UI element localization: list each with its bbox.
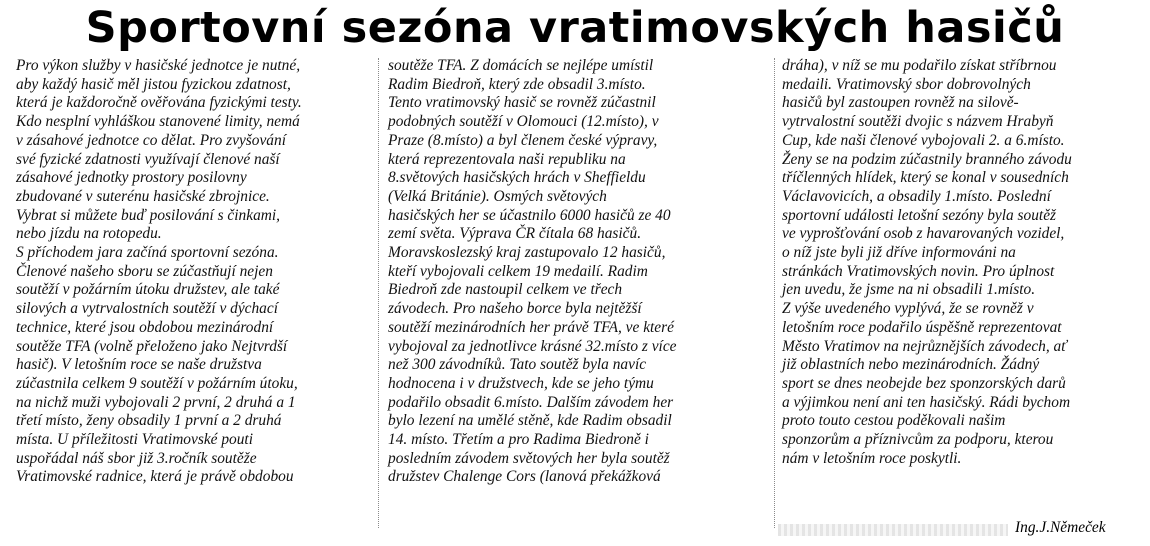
article-line: zbudované v suterénu hasičské zbrojnice.	[16, 187, 270, 205]
article-line: družstev Chalenge Cors (lanová překážková	[388, 468, 661, 486]
article-line: soutěží v požárním útoku družstev, ale také	[16, 281, 280, 299]
article-line: podařilo obsadit 6.místo. Dalším závodem her	[388, 393, 674, 411]
article-line: sport se dnes neobejde bez sponzorských darů	[782, 374, 1066, 392]
article-line: hasičů byl zastoupen rovněž na silově-	[782, 94, 1019, 112]
article-line: zásahové jednotky prostory posilovny	[16, 169, 247, 187]
article-line: a výjimkou není ani ten hasičský. Rádi bychom	[782, 393, 1071, 411]
article-line: Václavovicích, a obsadily 1.místo. Poslední	[782, 187, 1051, 205]
article-line: (Velká Británie). Osmých světových	[388, 187, 607, 205]
article-line: Ženy se na podzim zúčastnily branného závodu	[782, 150, 1072, 168]
article-line: již oblastních nebo mezinárodních. Žádný	[782, 356, 1040, 374]
article-line: v zásahové jednotce co dělat. Pro zvyšování	[16, 131, 286, 149]
article-title: Sportovní sezóna vratimovských hasičů	[85, 3, 1065, 53]
article-line: bylo lezení na umělé stěně, kde Radim obsadil	[388, 412, 672, 430]
article-line: 14. místo. Třetím a pro Radima Biedroně i	[388, 431, 649, 449]
article-line: závodech. Pro našeho borce byla nejtěžší	[388, 300, 642, 318]
article-line: zúčastnila celkem 9 soutěží v požárním útoku,	[16, 374, 298, 392]
article-line: Radim Biedroň, který zde obsadil 3.místo.	[388, 75, 646, 93]
article-line: Členové našeho sboru se zúčastňují nejen	[16, 262, 273, 280]
article-line: medaili. Vratimovský sbor dobrovolných	[782, 75, 1031, 93]
article-line: Pro výkon služby v hasičské jednotce je nutné,	[16, 57, 301, 74]
article-line: S příchodem jara začíná sportovní sezóna.	[16, 244, 279, 262]
article-line: Praze (8.místo) a byl členem české výpravy,	[388, 131, 658, 149]
article-line: uspořádal náš sbor již 3.ročník soutěže	[16, 449, 257, 467]
article-line: hodnocena i v družstvech, kde se jeho týmu	[388, 374, 654, 392]
article-line: technice, které jsou obdobou mezinárodní	[16, 318, 274, 336]
article-line: nám v letošním roce poskytli.	[782, 449, 962, 467]
article-line: která reprezentovala naši republiku na	[388, 150, 626, 168]
article-line: zemí světa. Výprava ČR čítala 68 hasičů.	[388, 225, 642, 243]
article-line: hasičských her se účastnilo 6000 hasičů ze 40	[388, 206, 671, 224]
article-line: na nichž muži vybojovali 2 první, 2 druhá a 1	[16, 393, 296, 411]
article-line: sportovní události letošní sezóny byla soutěž	[782, 206, 1057, 224]
author-signature: Ing.J.Němeček	[1015, 519, 1106, 536]
article-line: Tento vratimovský hasič se rovněž zúčastnil	[388, 94, 656, 112]
article-line: 8.světových hasičských hrách v Sheffieldu	[388, 169, 646, 187]
article-line: posledním závodem světových her byla soutěž	[388, 449, 670, 467]
article-line: o níž jste byli již dříve informováni na	[782, 244, 1016, 262]
article-line: Kdo nesplní vyhláškou stanovené limity, nemá	[16, 113, 300, 131]
article-line: své fyzické zdatnosti využívají členové naší	[16, 150, 280, 168]
article-line: než 300 závodníků. Tato soutěž byla navíc	[388, 356, 647, 374]
article-line: hasič). V letošním roce se naše družstva	[16, 356, 262, 374]
print-smudge	[778, 524, 1008, 536]
article-line: letošním roce podařilo úspěšně reprezentovat	[782, 318, 1062, 336]
article-line: soutěží mezinárodních her právě TFA, ve které	[388, 318, 674, 336]
article-line: stránkách Vratimovských novin. Pro úplnost	[782, 262, 1055, 280]
article-line: třetí místo, ženy obsadily 1 první a 2 druhá	[16, 412, 282, 430]
article-line: Cup, kde naši členové vybojovali 2. a 6.místo.	[782, 131, 1065, 149]
article-line: sponzorům a příznivcům za podporu, kterou	[782, 431, 1054, 449]
article-line: která je každoročně ověřována fyzickými testy.	[16, 94, 302, 112]
article-line: jen uvedu, že jsme na ni obsadili 1.místo.	[782, 281, 1036, 299]
article-line: proto touto cestou poděkovali našim	[782, 412, 1006, 430]
article-column-3	[782, 57, 1142, 468]
article-line: Z výše uvedeného vyplývá, že se rovněž v	[782, 300, 1034, 318]
article-line: tříčlenných hlídek, který se konal v sousedních	[782, 169, 1069, 187]
article-line: Vratimovské radnice, která je právě obdobou	[16, 468, 294, 486]
column-divider	[774, 58, 776, 528]
article-line: ve vyprošťování osob z havarovaných vozidel,	[782, 225, 1065, 243]
article-line: Město Vratimov na nejrůznějších závodech, ať	[782, 337, 1067, 355]
article-line: soutěže TFA. Z domácích se nejlépe umístil	[388, 57, 654, 74]
article-line: kteří vybojovali celkem 19 medailí. Radim	[388, 262, 648, 280]
article-line: silových a vytrvalostních soutěží v dýchací	[16, 300, 278, 318]
article-column-1	[16, 57, 388, 487]
article-line: dráha), v níž se mu podařilo získat stříbrnou	[782, 57, 1057, 74]
article-line: vytrvalostní soutěži dvojic s názvem Hrabyň	[782, 113, 1054, 131]
article-line: Moravskoslezský kraj zastupovalo 12 hasičů,	[388, 244, 666, 262]
article-line: Vybrat si můžete buď posilování s činkami,	[16, 206, 280, 224]
article-line: soutěže TFA (volně přeloženo jako Nejtvrdší	[16, 337, 288, 355]
article-line: Biedroň zde nastoupil celkem ve třech	[388, 281, 623, 299]
article-line: místa. U příležitosti Vratimovské pouti	[16, 431, 253, 449]
article-line: vybojoval za jednotlivce krásné 32.místo z více	[388, 337, 677, 355]
article-line: aby každý hasič měl jistou fyzickou zdatnost,	[16, 75, 291, 93]
article-column-2	[388, 57, 766, 487]
article-line: podobných soutěží v Olomouci (12.místo), v	[388, 113, 659, 131]
article-line: nebo jízdu na rotopedu.	[16, 225, 162, 243]
